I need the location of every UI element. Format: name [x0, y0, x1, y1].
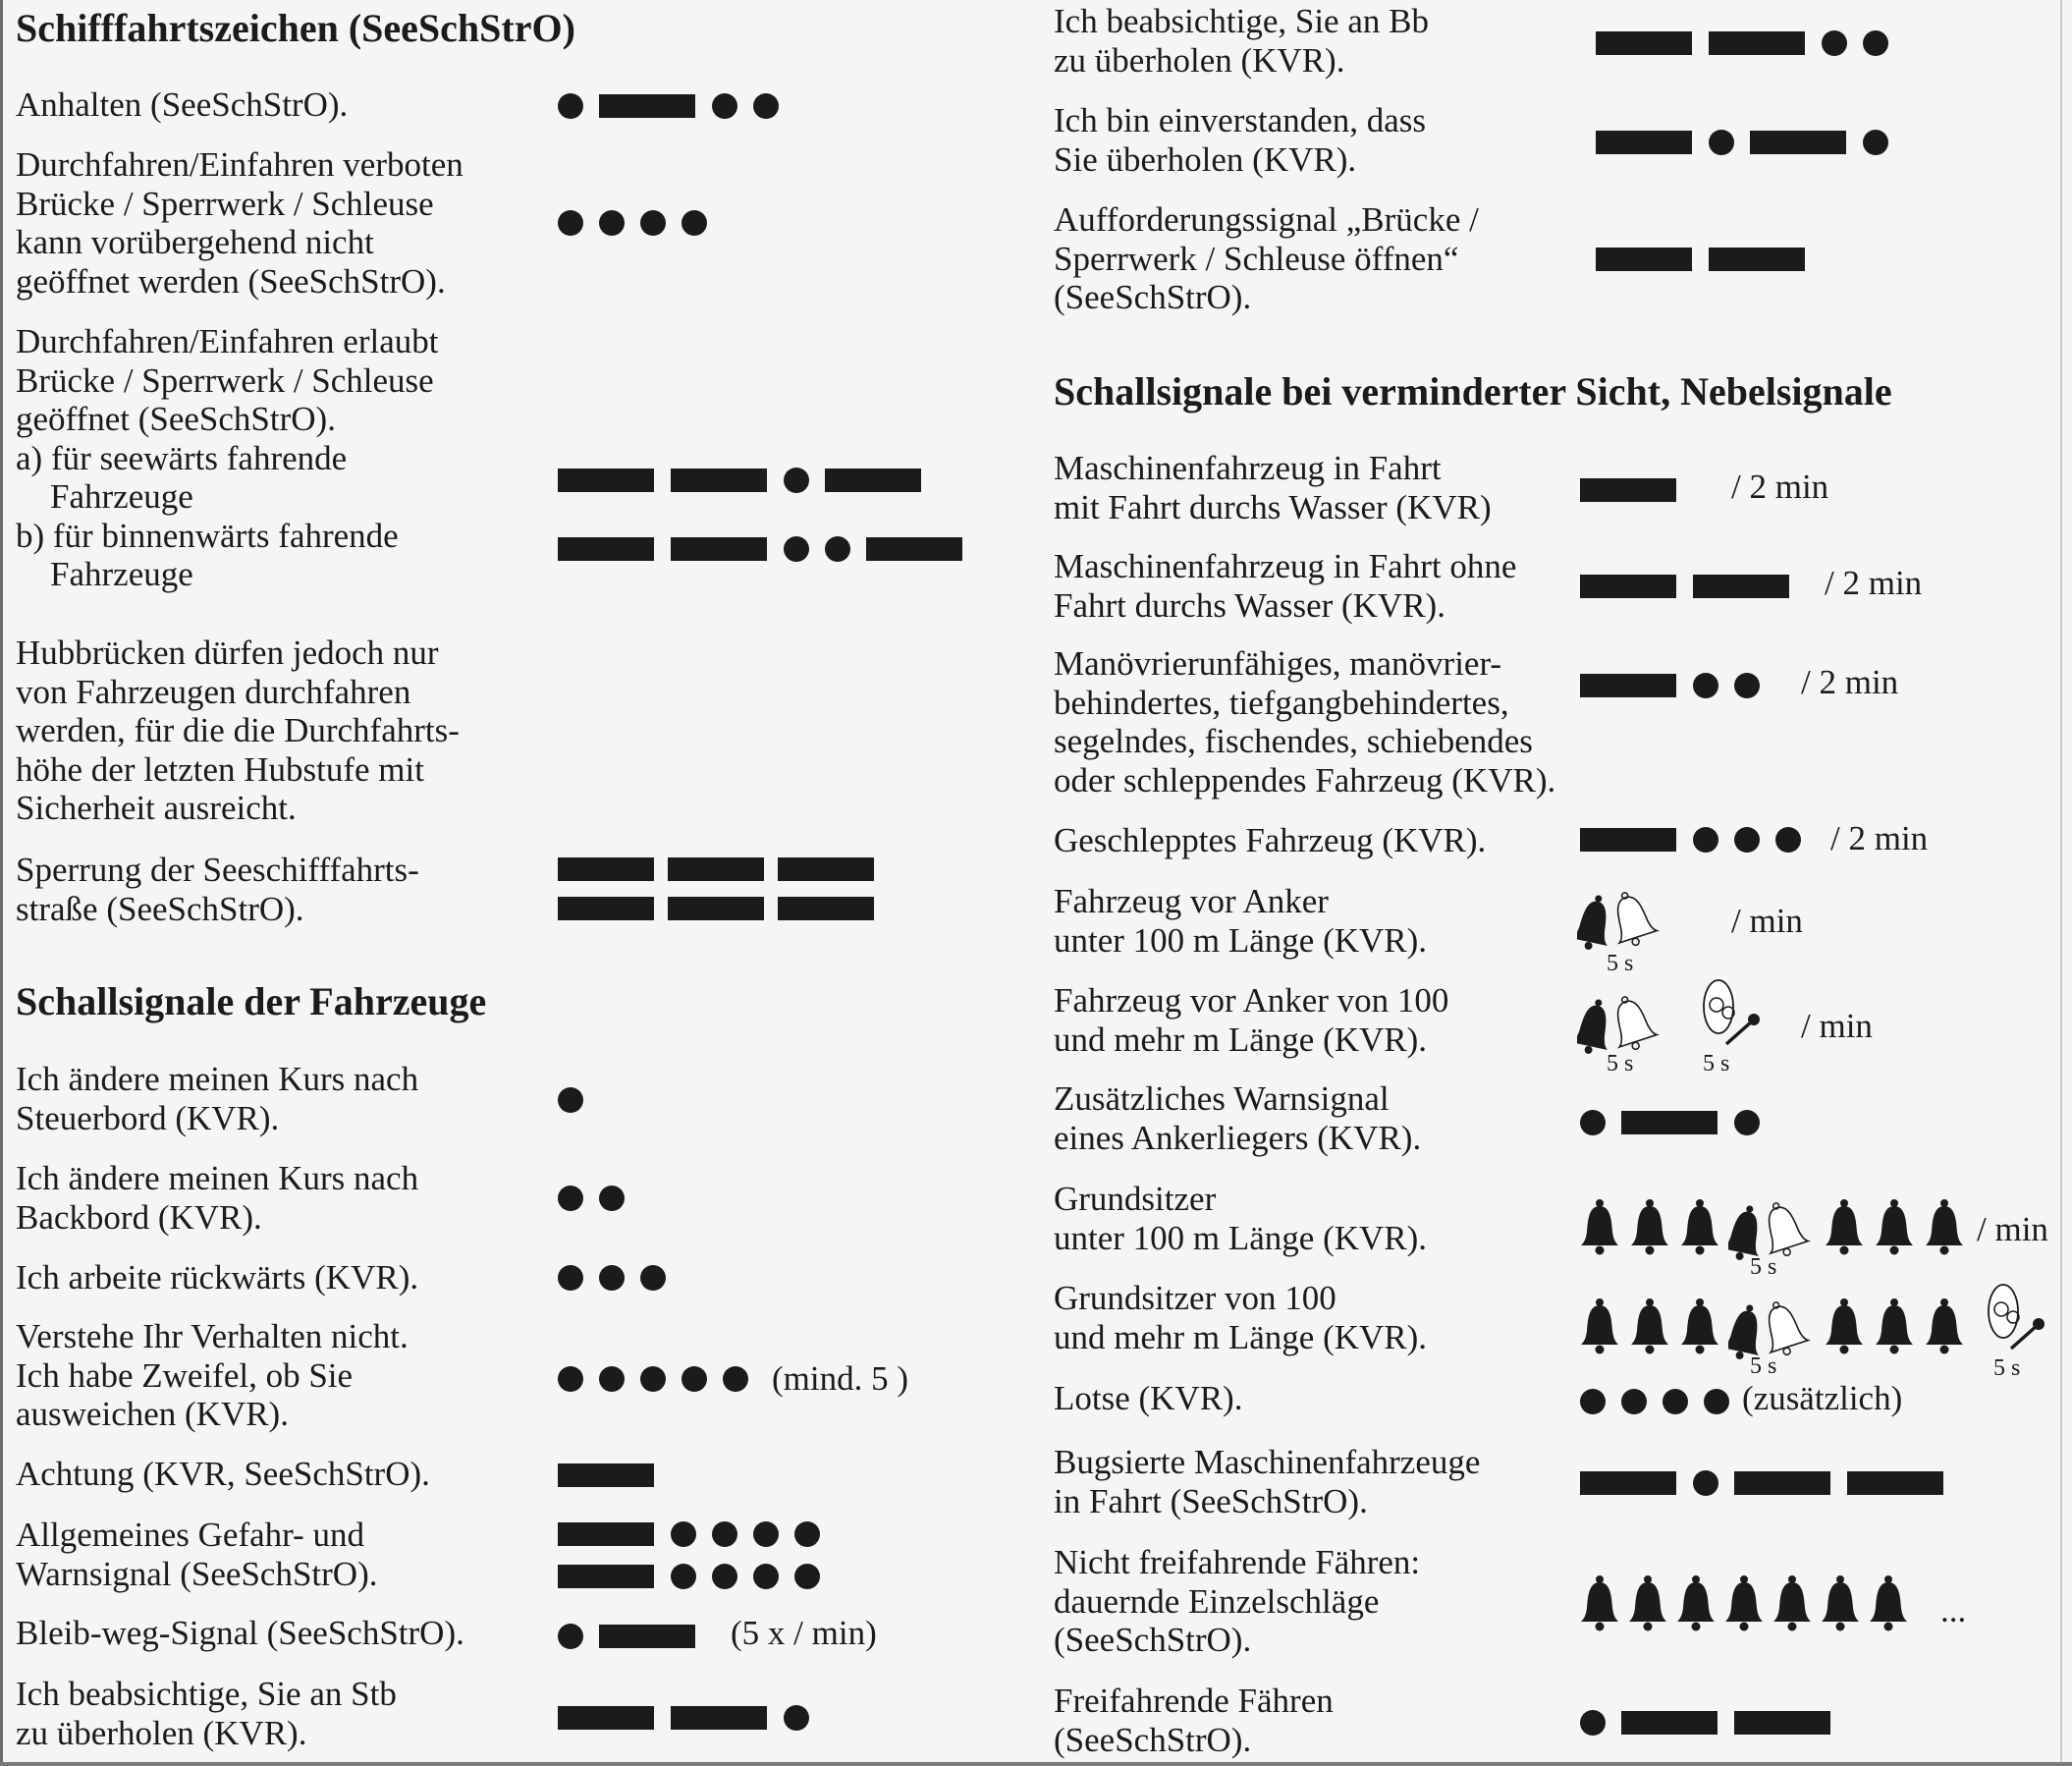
short-blast-mark [671, 1521, 696, 1547]
label-manoevrierunfaehig: Manövrierunfähiges, manövrier- behindertes, tiefgangbehindertes, segelndes, fischendes, schiebendes oder schleppendes Fahrzeug (KVR). [1054, 644, 1556, 800]
short-blast-mark [1734, 827, 1760, 853]
note-manoevrierunfaehig: / 2 min [1801, 663, 1899, 701]
short-blast-mark [558, 210, 583, 236]
right-border [2060, 0, 2062, 1766]
long-blast-mark [1580, 674, 1676, 697]
short-blast-mark [753, 1521, 779, 1547]
short-blast-mark [1704, 1389, 1729, 1414]
note-mf-ohne-fahrt: / 2 min [1825, 564, 1923, 602]
short-blast-mark [1709, 130, 1734, 155]
label-verstehe: Verstehe Ihr Verhalten nicht. Ich habe Zweifel, ob Sie ausweichen (KVR). [16, 1317, 409, 1433]
short-blast-mark [599, 1265, 625, 1291]
long-blast-mark [778, 897, 874, 920]
label-achtung: Achtung (KVR, SeeSchStrO). [16, 1455, 430, 1493]
short-blast-mark [1693, 673, 1718, 698]
short-blast-mark [599, 1366, 625, 1392]
label-sperrung: Sperrung der Seeschifffahrts- straße (SeeSchStrO). [16, 851, 419, 928]
bell-icon [1580, 1574, 1619, 1636]
label-stb-ueberholen: Ich beabsichtige, Sie an Stb zu überholen (KVR). [16, 1675, 397, 1752]
long-blast-mark [671, 469, 767, 492]
bell-icon [1680, 1297, 1719, 1359]
bell-icon [1630, 1198, 1669, 1260]
short-blast-mark [671, 1564, 696, 1589]
short-blast-mark [712, 93, 737, 119]
short-blast-mark [682, 210, 707, 236]
short-blast-mark [753, 93, 779, 119]
duration-5s: 5 s [1750, 1254, 1777, 1280]
label-rueckwaerts: Ich arbeite rückwärts (KVR). [16, 1258, 419, 1297]
long-blast-mark [558, 1706, 654, 1730]
short-blast-mark [1734, 1110, 1760, 1135]
long-blast-mark [599, 94, 695, 118]
short-blast-mark [558, 1624, 583, 1649]
label-aufforderung: Aufforderungssignal „Brücke / Sperrwerk / Schleuse öffnen“ (SeeSchStrO). [1054, 200, 1479, 316]
short-blast-mark [558, 93, 583, 119]
bell-icon [1580, 1198, 1619, 1260]
long-blast-mark [558, 1565, 654, 1588]
label-anhalten: Anhalten (SeeSchStrO). [16, 85, 349, 124]
long-blast-mark [1621, 1711, 1718, 1735]
long-blast-mark [1709, 31, 1805, 55]
short-blast-mark [1693, 1470, 1718, 1496]
short-blast-mark [1580, 1389, 1606, 1414]
short-blast-mark [794, 1564, 820, 1589]
long-blast-mark [1580, 575, 1676, 598]
label-mf-fahrt: Maschinenfahrzeug in Fahrt mit Fahrt durchs Wasser (KVR) [1054, 449, 1492, 526]
long-blast-mark [1580, 1471, 1676, 1495]
short-blast-mark [682, 1366, 707, 1392]
long-blast-mark [1750, 131, 1846, 154]
long-blast-mark [668, 857, 764, 881]
label-gefahr: Allgemeines Gefahr- und Warnsignal (SeeSchStrO). [16, 1516, 378, 1593]
long-blast-mark [671, 1706, 767, 1730]
short-blast-mark [1775, 827, 1801, 853]
short-blast-mark [784, 536, 809, 562]
label-mf-ohne-fahrt: Maschinenfahrzeug in Fahrt ohne Fahrt durchs Wasser (KVR). [1054, 547, 1517, 625]
bell-icon [1869, 1574, 1908, 1636]
short-blast-mark [640, 210, 666, 236]
bell-icon [1825, 1198, 1864, 1260]
note-mind-5: (mind. 5 ) [772, 1359, 909, 1398]
duration-5s: 5 s [1607, 951, 1634, 976]
short-blast-mark [1693, 827, 1718, 853]
short-blast-mark [558, 1087, 583, 1113]
label-anker-unter-100: Fahrzeug vor Anker unter 100 m Länge (KVR). [1054, 882, 1428, 960]
note-geschleppt: / 2 min [1830, 819, 1929, 857]
bell-icon [1821, 1574, 1860, 1636]
note-5x-min: (5 x / min) [731, 1614, 877, 1652]
gong-icon [1984, 1282, 2052, 1365]
long-blast-mark [1621, 1111, 1718, 1134]
long-blast-mark [558, 1522, 654, 1546]
short-blast-mark [640, 1366, 666, 1392]
long-blast-mark [558, 857, 654, 881]
label-geschleppt: Geschlepptes Fahrzeug (KVR). [1054, 821, 1487, 859]
label-anker-von-100: Fahrzeug vor Anker von 100 und mehr m Länge (KVR). [1054, 981, 1449, 1059]
note-lotse-zusaetzlich: (zusätzlich) [1742, 1379, 1903, 1417]
duration-5s: 5 s [1607, 1051, 1634, 1076]
short-blast-mark [599, 1186, 625, 1211]
short-blast-mark [1663, 1389, 1688, 1414]
long-blast-mark [1709, 248, 1805, 271]
long-blast-mark [866, 537, 962, 561]
short-blast-mark [825, 536, 850, 562]
bell-icon [1925, 1198, 1964, 1260]
long-blast-mark [1596, 31, 1692, 55]
long-blast-mark [558, 537, 654, 561]
long-blast-mark [671, 537, 767, 561]
label-freifahrend: Freifahrende Fähren (SeeSchStrO). [1054, 1682, 1334, 1759]
label-bleib-weg: Bleib-weg-Signal (SeeSchStrO). [16, 1614, 464, 1652]
label-steuerbord: Ich ändere meinen Kurs nach Steuerbord (KVR). [16, 1060, 419, 1137]
label-grundsitzer-von-100: Grundsitzer von 100 und mehr m Länge (KVR). [1054, 1279, 1428, 1356]
label-grundsitzer-unter-100: Grundsitzer unter 100 m Länge (KVR). [1054, 1180, 1428, 1257]
long-blast-mark [1847, 1471, 1943, 1495]
short-blast-mark [640, 1265, 666, 1291]
long-blast-mark [1734, 1711, 1830, 1735]
bell-icon [1925, 1297, 1964, 1359]
long-blast-mark [558, 469, 654, 492]
short-blast-mark [1580, 1710, 1606, 1736]
left-border [0, 0, 3, 1766]
gong-icon [1699, 977, 1768, 1061]
duration-5s: 5 s [1703, 1051, 1730, 1076]
duration-5s: 5 s [1993, 1355, 2021, 1381]
bell-icon [1825, 1297, 1864, 1359]
short-blast-mark [558, 1265, 583, 1291]
long-blast-mark [558, 1463, 654, 1487]
short-blast-mark [1863, 130, 1888, 155]
label-bugsiert: Bugsierte Maschinenfahrzeuge in Fahrt (SeeSchStrO). [1054, 1443, 1481, 1520]
duration-5s: 5 s [1750, 1353, 1777, 1379]
bell-icon [1580, 1297, 1619, 1359]
short-blast-mark [558, 1186, 583, 1211]
heading-schallsignale: Schallsignale der Fahrzeuge [16, 979, 487, 1023]
label-hubbruecken: Hubbrücken dürfen jedoch nur von Fahrzeugen durchfahren werden, für die die Durchfahrts- höhe der letzten Hubstufe mit Sicherheit ausreicht. [16, 634, 460, 827]
label-backbord: Ich ändere meinen Kurs nach Backbord (KVR). [16, 1159, 419, 1237]
label-lotse: Lotse (KVR). [1054, 1379, 1243, 1417]
short-blast-mark [1621, 1389, 1647, 1414]
note-anker-von-100: / min [1801, 1007, 1873, 1045]
long-blast-mark [599, 1625, 695, 1648]
short-blast-mark [1734, 673, 1760, 698]
bottom-border [0, 1762, 2072, 1766]
label-durchfahren-verboten: Durchfahren/Einfahren verboten Brücke / Sperrwerk / Schleuse kann vorübergehend nicht geöffnet werden (SeeSchStrO). [16, 145, 463, 301]
short-blast-mark [784, 1705, 809, 1731]
short-blast-mark [599, 210, 625, 236]
short-blast-mark [753, 1564, 779, 1589]
bell-icon [1724, 1574, 1764, 1636]
bell-icon [1680, 1198, 1719, 1260]
note-anker-unter-100: / min [1731, 902, 1803, 940]
short-blast-mark [558, 1366, 583, 1392]
short-blast-mark [712, 1564, 737, 1589]
bell-icon [1875, 1297, 1914, 1359]
long-blast-mark [1693, 575, 1789, 598]
bell-icon [1772, 1574, 1812, 1636]
note-mf-fahrt: / 2 min [1731, 468, 1829, 506]
short-blast-mark [794, 1521, 820, 1547]
long-blast-mark [558, 897, 654, 920]
long-blast-mark [778, 857, 874, 881]
long-blast-mark [1734, 1471, 1830, 1495]
label-durchfahren-erlaubt: Durchfahren/Einfahren erlaubt Brücke / Sperrwerk / Schleuse geöffnet (SeeSchStrO). a) für seewärts fahrende Fahrzeuge b) für binnenwärts fahrende Fahrzeuge [16, 322, 439, 593]
label-warnsignal-ankerlieger: Zusätzliches Warnsignal eines Ankerliegers (KVR). [1054, 1079, 1422, 1157]
bell-icon [1630, 1297, 1669, 1359]
long-blast-mark [1596, 248, 1692, 271]
heading-schifffahrtszeichen: Schifffahrtszeichen (SeeSchStrO) [16, 6, 575, 50]
long-blast-mark [668, 897, 764, 920]
long-blast-mark [1580, 478, 1676, 502]
long-blast-mark [825, 469, 921, 492]
short-blast-mark [723, 1366, 748, 1392]
bell-icon [1875, 1198, 1914, 1260]
heading-nebelsignale: Schallsignale bei verminderter Sicht, Nebelsignale [1054, 369, 1892, 414]
label-bb-ueberholen: Ich beabsichtige, Sie an Bb zu überholen (KVR). [1054, 2, 1429, 80]
short-blast-mark [1822, 30, 1847, 56]
short-blast-mark [1580, 1110, 1606, 1135]
note-grundsitzer-unter-100: / min [1977, 1210, 2048, 1248]
note-fortsetzung: ... [1940, 1591, 1967, 1629]
short-blast-mark [784, 468, 809, 493]
label-nicht-freifahrend: Nicht freifahrende Fähren: dauernde Einzelschläge (SeeSchStrO). [1054, 1543, 1421, 1659]
long-blast-mark [1580, 828, 1676, 852]
short-blast-mark [1863, 30, 1888, 56]
bell-icon [1628, 1574, 1667, 1636]
short-blast-mark [712, 1521, 737, 1547]
long-blast-mark [1596, 131, 1692, 154]
bell-icon [1676, 1574, 1716, 1636]
label-einverstanden: Ich bin einverstanden, dass Sie überholen (KVR). [1054, 101, 1427, 179]
